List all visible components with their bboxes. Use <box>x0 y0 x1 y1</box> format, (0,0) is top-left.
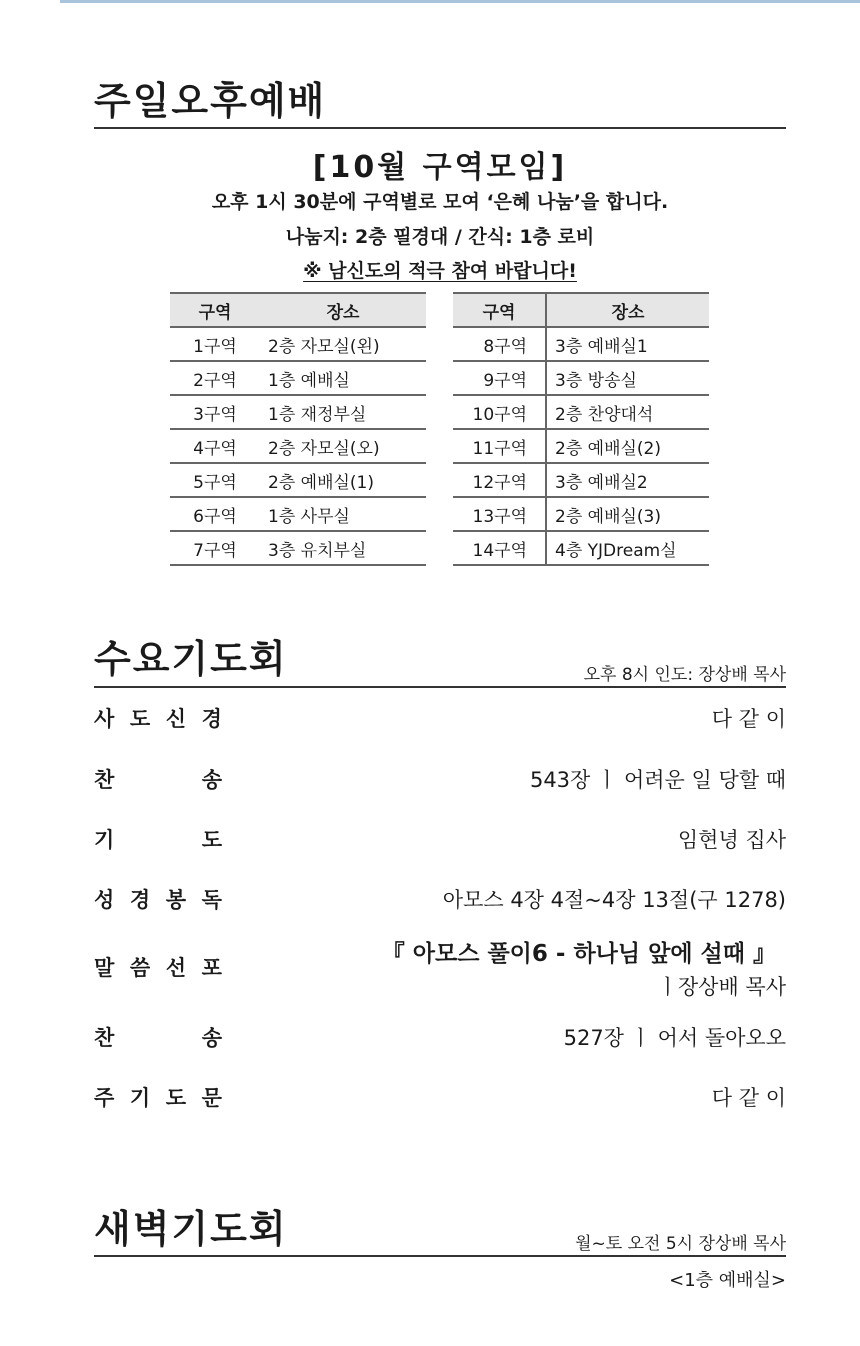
zone-row <box>453 429 709 463</box>
label-char: 성 <box>94 888 115 912</box>
zone-name: 4구역 <box>170 429 260 463</box>
service-item <box>94 824 786 856</box>
label-char: 봉 <box>165 888 187 912</box>
zone-row <box>170 429 426 463</box>
zone-table-right <box>453 292 709 566</box>
section-rule <box>94 127 786 129</box>
zone-row <box>453 463 709 497</box>
dawn-info: 월~토 오전 5시 장상배 목사 <box>575 1234 786 1254</box>
zone-row <box>170 531 426 565</box>
zone-name: 3구역 <box>170 395 260 429</box>
col-header-place: 장소 <box>546 293 709 327</box>
notice-line-3 <box>94 256 786 283</box>
zone-name: 7구역 <box>170 531 260 565</box>
notice-line-2: 나눔지: 2층 필경대 / 간식: 1층 로비 <box>285 226 595 248</box>
label-char: 씀 <box>129 956 151 980</box>
label-char: 포 <box>201 956 222 980</box>
service-item <box>94 764 786 796</box>
zone-row <box>453 327 709 361</box>
section-rule <box>94 686 786 688</box>
preacher-name: ㅣ장상배 목사 <box>657 975 786 999</box>
zone-place: 1층 사무실 <box>260 497 426 531</box>
service-item-label <box>94 764 222 794</box>
label-char: 찬 <box>94 1026 115 1050</box>
zone-name: 6구역 <box>170 497 260 531</box>
label-char: 문 <box>201 1086 222 1110</box>
service-item-value: 아모스 4장 4절~4장 13절(구 1278) <box>442 888 786 912</box>
zone-place: 3층 방송실 <box>546 361 709 395</box>
zone-name: 11구역 <box>453 429 546 463</box>
service-item-label <box>94 703 222 733</box>
zone-name: 12구역 <box>453 463 546 497</box>
service-item-value: 다 같 이 <box>711 1086 786 1110</box>
zone-name: 9구역 <box>453 361 546 395</box>
service-item-value: 527장 ㅣ 어서 돌아오오 <box>563 1026 786 1050</box>
zone-row <box>453 361 709 395</box>
service-item <box>94 935 786 1005</box>
zone-place: 2층 자모실(오) <box>260 429 426 463</box>
label-char: 송 <box>201 1026 222 1050</box>
zone-name: 13구역 <box>453 497 546 531</box>
label-char: 기 <box>129 1086 151 1110</box>
zone-place: 1층 예배실 <box>260 361 426 395</box>
zone-name: 2구역 <box>170 361 260 395</box>
zone-row <box>453 497 709 531</box>
service-item <box>94 1022 786 1054</box>
label-char: 찬 <box>94 768 115 792</box>
zone-row <box>170 463 426 497</box>
label-char: 송 <box>201 768 222 792</box>
label-char: 독 <box>201 888 222 912</box>
service-item-label <box>94 952 222 982</box>
section-rule <box>94 1255 786 1257</box>
service-item <box>94 1082 786 1114</box>
label-char: 신 <box>165 707 187 731</box>
label-char: 선 <box>165 956 187 980</box>
zone-place: 3층 유치부실 <box>260 531 426 565</box>
top-border <box>60 0 860 3</box>
col-header-zone: 구역 <box>453 293 546 327</box>
col-header-zone: 구역 <box>170 293 260 327</box>
zone-name: 10구역 <box>453 395 546 429</box>
label-char: 도 <box>129 707 151 731</box>
zone-table-left <box>170 292 426 566</box>
zone-row <box>453 395 709 429</box>
label-char: 말 <box>94 956 115 980</box>
zone-place: 1층 재정부실 <box>260 395 426 429</box>
zone-name: 5구역 <box>170 463 260 497</box>
zone-row <box>170 361 426 395</box>
zone-row <box>170 395 426 429</box>
label-char: 기 <box>94 828 115 852</box>
service-item-value: 임현녕 집사 <box>677 828 786 852</box>
zone-place: 2층 예배실(3) <box>546 497 709 531</box>
zone-place: 4층 YJDream실 <box>546 531 709 565</box>
zone-place: 2층 자모실(왼) <box>260 327 426 361</box>
zone-place: 2층 예배실(1) <box>260 463 426 497</box>
zone-meeting-heading: [10월 구역모임] <box>312 150 568 185</box>
zone-row <box>170 327 426 361</box>
service-item-label <box>94 1022 222 1052</box>
zone-row <box>453 531 709 565</box>
section-title-sunday: 주일오후예배 <box>94 79 327 123</box>
service-item-value: 『 아모스 풀이6 - 하나님 앞에 설때 』 <box>381 941 776 967</box>
label-char: 사 <box>94 707 115 731</box>
zone-place: 3층 예배실2 <box>546 463 709 497</box>
label-char: 경 <box>201 707 222 731</box>
dawn-place: <1층 예배실> <box>669 1270 786 1291</box>
zone-place: 3층 예배실1 <box>546 327 709 361</box>
service-item-label <box>94 824 222 854</box>
label-char: 도 <box>165 1086 187 1110</box>
service-item-value: 543장 ㅣ 어려운 일 당할 때 <box>529 768 786 792</box>
section-title-wednesday: 수요기도회 <box>94 637 288 681</box>
zone-place: 2층 찬양대석 <box>546 395 709 429</box>
service-item-label <box>94 884 222 914</box>
participation-request: ※ 남신도의 적극 참여 바랍니다! <box>303 260 577 282</box>
label-char: 도 <box>201 828 222 852</box>
notice-line-1: 오후 1시 30분에 구역별로 모여 ‘은혜 나눔’을 합니다. <box>211 191 669 213</box>
zone-name: 1구역 <box>170 327 260 361</box>
service-item-label <box>94 1082 222 1112</box>
wednesday-info: 오후 8시 인도: 장상배 목사 <box>583 665 786 685</box>
zone-name: 14구역 <box>453 531 546 565</box>
section-title-dawn: 새벽기도회 <box>94 1207 288 1251</box>
zone-name: 8구역 <box>453 327 546 361</box>
zone-place: 2층 예배실(2) <box>546 429 709 463</box>
service-item-value: 다 같 이 <box>711 707 786 731</box>
zone-row <box>170 497 426 531</box>
label-char: 주 <box>94 1086 115 1110</box>
service-item <box>94 884 786 916</box>
service-item <box>94 703 786 735</box>
col-header-place: 장소 <box>260 293 426 327</box>
label-char: 경 <box>129 888 151 912</box>
